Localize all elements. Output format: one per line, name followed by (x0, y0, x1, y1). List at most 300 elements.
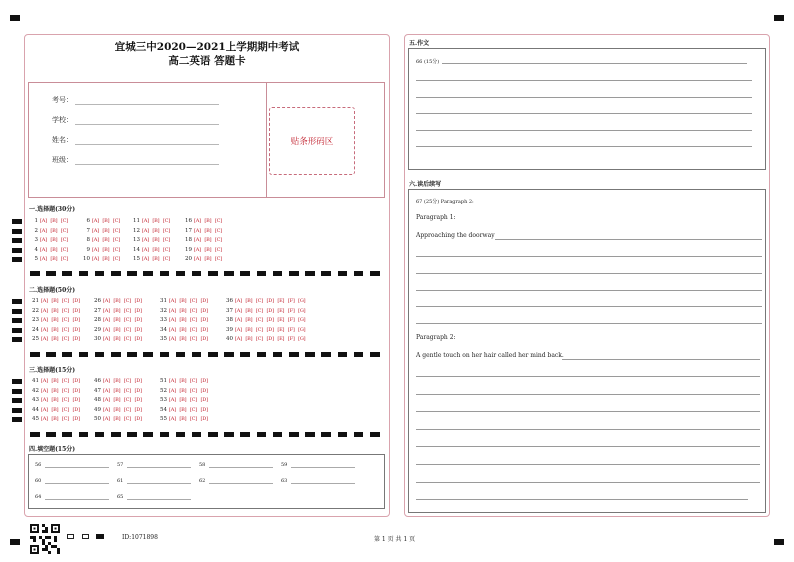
answer-bubble[interactable]: [C] (112, 246, 121, 253)
answer-bubble[interactable]: [B] (152, 237, 160, 244)
exam-title: 宜城三中2020—2021上学期期中考试 (114, 41, 300, 53)
answer-bubble[interactable]: [C] (123, 406, 132, 413)
answer-bubble[interactable]: [C] (123, 326, 132, 333)
answer-bubble[interactable]: [B] (51, 378, 59, 384)
paragraph-2-writing-line[interactable] (416, 482, 760, 483)
blank-61[interactable] (117, 478, 191, 484)
paragraph-2-writing-line[interactable] (416, 464, 760, 465)
answer-bubble[interactable]: [B] (51, 317, 59, 324)
answer-bubble[interactable]: [B] (113, 307, 121, 314)
answer-bubble[interactable]: [A] (194, 256, 201, 263)
answer-bubble[interactable]: [B] (179, 298, 187, 304)
paragraph-1-writing-line[interactable] (416, 273, 762, 274)
answer-bubble[interactable]: [C] (123, 298, 132, 304)
answer-bubble[interactable]: [D] (134, 298, 142, 304)
exam-number-field[interactable] (52, 95, 219, 105)
answer-bubble[interactable]: [B] (51, 336, 59, 343)
answer-bubble[interactable]: [D] (72, 387, 80, 394)
blank-57[interactable] (117, 462, 191, 468)
answer-bubble[interactable]: [F] (287, 336, 295, 343)
blank-line[interactable] (291, 479, 355, 484)
answer-bubble[interactable]: [C] (61, 397, 70, 404)
answer-bubble[interactable]: [D] (200, 416, 208, 423)
answer-bubble[interactable]: [B] (102, 218, 110, 224)
answer-bubble[interactable]: [A] (194, 218, 201, 224)
answer-bubble[interactable]: [A] (142, 227, 149, 234)
answer-bubble[interactable]: [B] (50, 227, 58, 234)
blank-line[interactable] (291, 463, 355, 468)
answer-bubble[interactable]: [C] (123, 378, 132, 384)
answer-bubble[interactable]: [C] (189, 416, 198, 423)
answer-bubble[interactable]: [E] (277, 317, 285, 324)
answer-bubble[interactable]: [A] (169, 317, 176, 324)
question-number: 36 (226, 298, 233, 304)
question-number: 14 (133, 246, 140, 253)
answer-bubble[interactable]: [A] (235, 317, 242, 324)
answer-bubble[interactable]: [D] (72, 326, 80, 333)
answer-bubble[interactable]: [D] (72, 416, 80, 423)
essay-first-line[interactable] (442, 63, 747, 64)
answer-bubble[interactable]: [C] (255, 298, 264, 304)
answer-bubble[interactable]: [C] (123, 336, 132, 343)
answer-bubble[interactable]: [C] (123, 307, 132, 314)
blank-62[interactable] (199, 478, 273, 484)
answer-bubble[interactable]: [D] (72, 307, 80, 314)
answer-bubble[interactable]: [C] (60, 218, 69, 224)
answer-bubble[interactable]: [B] (152, 256, 160, 263)
answer-bubble[interactable]: [D] (200, 397, 208, 404)
answer-bubble[interactable]: [D] (266, 307, 274, 314)
answer-bubble[interactable]: [B] (179, 406, 187, 413)
answer-bubble[interactable]: [G] (298, 307, 306, 314)
answer-bubble[interactable]: [D] (266, 298, 274, 304)
paragraph-1-writing-line[interactable] (416, 290, 762, 291)
answer-bubble[interactable]: [D] (200, 336, 208, 343)
answer-bubble[interactable]: [A] (41, 326, 48, 333)
name-field[interactable] (52, 135, 219, 145)
answer-bubble[interactable]: [C] (214, 246, 223, 253)
answer-bubble[interactable]: [B] (152, 246, 160, 253)
answer-bubble[interactable]: [A] (142, 218, 149, 224)
answer-bubble[interactable]: [B] (204, 256, 212, 263)
question-number: 22 (32, 307, 39, 314)
separator-mark (143, 271, 153, 276)
answer-bubble[interactable]: [A] (92, 227, 99, 234)
answer-bubble[interactable]: [A] (41, 387, 48, 394)
answer-bubble[interactable]: [C] (162, 256, 171, 263)
blank-number: 59 (281, 462, 288, 468)
answer-bubble[interactable]: [D] (200, 406, 208, 413)
answer-bubble[interactable]: [B] (51, 326, 59, 333)
question-number: 32 (160, 307, 167, 314)
paragraph-1-writing-line[interactable] (416, 306, 762, 307)
answer-bubble[interactable]: [E] (277, 336, 285, 343)
answer-bubble[interactable]: [D] (266, 326, 274, 333)
answer-bubble[interactable]: [A] (103, 307, 110, 314)
answer-bubble[interactable]: [A] (92, 256, 99, 263)
answer-bubble[interactable]: [C] (189, 307, 198, 314)
answer-bubble[interactable]: [C] (112, 227, 121, 234)
section-1-heading: 一.选择题(30分) (29, 206, 76, 213)
answer-bubble[interactable]: [A] (169, 416, 176, 423)
blank-line[interactable] (209, 463, 273, 468)
answer-bubble[interactable]: [B] (50, 246, 58, 253)
question-13 (130, 237, 174, 243)
answer-bubble[interactable]: [C] (189, 406, 198, 413)
answer-bubble[interactable]: [A] (142, 246, 149, 253)
essay-writing-line[interactable] (416, 97, 752, 98)
answer-bubble[interactable]: [A] (40, 246, 47, 253)
answer-bubble[interactable]: [A] (103, 326, 110, 333)
answer-bubble[interactable]: [D] (200, 326, 208, 333)
answer-bubble[interactable]: [D] (134, 336, 142, 343)
exam-number-line[interactable] (75, 98, 219, 105)
answer-bubble[interactable]: [C] (162, 218, 171, 224)
answer-bubble[interactable]: [A] (169, 298, 176, 304)
answer-bubble[interactable]: [C] (189, 298, 198, 304)
answer-bubble[interactable]: [A] (41, 317, 48, 324)
separator-mark (257, 271, 267, 276)
answer-bubble[interactable]: [B] (152, 218, 160, 224)
answer-bubble[interactable]: [B] (179, 378, 187, 384)
row-timing-mark (12, 248, 22, 253)
answer-bubble[interactable]: [C] (255, 326, 264, 333)
answer-bubble[interactable]: [C] (189, 387, 198, 394)
answer-bubble[interactable]: [B] (113, 397, 121, 404)
answer-bubble[interactable]: [C] (112, 256, 121, 263)
row-timing-mark (12, 309, 22, 314)
name-line[interactable] (75, 138, 219, 145)
answer-bubble[interactable]: [A] (194, 227, 201, 234)
answer-bubble[interactable]: [B] (245, 317, 253, 324)
answer-bubble[interactable]: [B] (50, 218, 58, 224)
answer-bubble[interactable]: [B] (113, 387, 121, 394)
question-14 (130, 247, 174, 253)
essay-writing-line[interactable] (416, 80, 752, 81)
answer-bubble[interactable]: [F] (287, 317, 295, 324)
answer-bubble[interactable]: [D] (72, 336, 80, 343)
blank-60[interactable] (35, 478, 109, 484)
answer-bubble[interactable]: [A] (41, 406, 48, 413)
paragraph-2-writing-line[interactable] (416, 429, 760, 430)
blank-line[interactable] (45, 479, 109, 484)
answer-bubble[interactable]: [C] (60, 237, 69, 244)
answer-bubble[interactable]: [B] (51, 307, 59, 314)
question-51 (156, 378, 211, 384)
answer-bubble[interactable]: [A] (235, 307, 242, 314)
answer-bubble[interactable]: [C] (189, 397, 198, 404)
answer-bubble[interactable]: [F] (287, 307, 295, 314)
answer-bubble[interactable]: [A] (40, 218, 47, 224)
answer-bubble[interactable]: [F] (287, 326, 295, 333)
blank-56[interactable] (35, 462, 109, 468)
paragraph-2-writing-line[interactable] (416, 499, 748, 500)
answer-bubble[interactable]: [A] (41, 336, 48, 343)
answer-bubble[interactable]: [C] (61, 307, 70, 314)
paragraph-1-writing-line[interactable] (416, 256, 762, 257)
blank-64[interactable] (35, 494, 109, 500)
answer-bubble[interactable]: [A] (169, 397, 176, 404)
answer-bubble[interactable]: [A] (103, 378, 110, 384)
school-line[interactable] (75, 118, 219, 125)
row-timing-mark (12, 229, 22, 234)
answer-bubble[interactable]: [B] (51, 387, 59, 394)
question-52 (156, 388, 211, 394)
answer-bubble[interactable]: [B] (179, 307, 187, 314)
answer-bubble[interactable]: [C] (189, 326, 198, 333)
answer-bubble[interactable]: [C] (61, 317, 70, 324)
answer-bubble[interactable]: [G] (298, 317, 306, 324)
answer-bubble[interactable]: [C] (189, 336, 198, 343)
answer-bubble[interactable]: [G] (298, 298, 306, 304)
blank-65[interactable] (117, 494, 191, 500)
answer-bubble[interactable]: [A] (92, 237, 99, 244)
answer-bubble[interactable]: [B] (113, 336, 121, 343)
answer-bubble[interactable]: [C] (61, 298, 70, 304)
answer-bubble[interactable]: [D] (72, 298, 80, 304)
answer-bubble[interactable]: [C] (112, 237, 121, 244)
answer-bubble[interactable]: [B] (51, 416, 59, 423)
answer-bubble[interactable]: [A] (235, 326, 242, 333)
answer-bubble[interactable]: [C] (123, 317, 132, 324)
answer-bubble[interactable]: [A] (103, 397, 110, 404)
answer-bubble[interactable]: [D] (134, 307, 142, 314)
answer-bubble[interactable]: [B] (179, 397, 187, 404)
answer-bubble[interactable]: [A] (235, 298, 242, 304)
answer-bubble[interactable]: [B] (179, 336, 187, 343)
blank-line[interactable] (127, 463, 191, 468)
question-number: 11 (133, 218, 140, 224)
answer-bubble[interactable]: [B] (51, 406, 59, 413)
answer-bubble[interactable]: [B] (204, 227, 212, 234)
answer-bubble[interactable]: [B] (113, 416, 121, 423)
paragraph-2-writing-line[interactable] (416, 376, 760, 377)
answer-bubble[interactable]: [B] (113, 298, 121, 304)
answer-bubble[interactable]: [C] (60, 227, 69, 234)
answer-bubble[interactable]: [F] (287, 298, 295, 304)
answer-bubble[interactable]: [A] (92, 246, 99, 253)
answer-bubble[interactable]: [B] (51, 397, 59, 404)
answer-bubble[interactable]: [B] (50, 256, 58, 263)
answer-bubble[interactable]: [C] (123, 416, 132, 423)
answer-bubble[interactable]: [D] (266, 317, 274, 324)
answer-bubble[interactable]: [B] (245, 326, 253, 333)
answer-bubble[interactable]: [E] (277, 307, 285, 314)
essay-writing-line[interactable] (416, 146, 752, 147)
answer-bubble[interactable]: [E] (277, 326, 285, 333)
answer-bubble[interactable]: [C] (189, 317, 198, 324)
answer-bubble[interactable]: [B] (179, 387, 187, 394)
blank-63[interactable] (281, 478, 355, 484)
answer-bubble[interactable]: [C] (61, 406, 70, 413)
question-number: 52 (160, 387, 167, 394)
answer-bubble[interactable]: [A] (41, 378, 48, 384)
answer-bubble[interactable]: [C] (123, 387, 132, 394)
paragraph-2-first-line[interactable] (562, 359, 760, 360)
essay-writing-line[interactable] (416, 113, 752, 114)
separator-mark (305, 271, 315, 276)
answer-bubble[interactable]: [D] (200, 317, 208, 324)
answer-bubble[interactable]: [A] (103, 336, 110, 343)
blank-line[interactable] (45, 463, 109, 468)
answer-bubble[interactable]: [A] (40, 237, 47, 244)
class-field[interactable] (52, 155, 219, 165)
answer-bubble[interactable]: [A] (169, 307, 176, 314)
answer-bubble[interactable]: [C] (61, 336, 70, 343)
separator-marks-3 (30, 432, 380, 437)
answer-bubble[interactable]: [D] (134, 317, 142, 324)
answer-bubble[interactable]: [A] (41, 298, 48, 304)
answer-bubble[interactable]: [A] (41, 307, 48, 314)
answer-bubble[interactable]: [B] (113, 317, 121, 324)
answer-bubble[interactable]: [B] (245, 336, 253, 343)
answer-bubble[interactable]: [A] (41, 416, 48, 423)
answer-bubble[interactable]: [D] (200, 387, 208, 394)
answer-bubble[interactable]: [C] (61, 387, 70, 394)
school-field[interactable] (52, 115, 219, 125)
answer-bubble[interactable]: [B] (179, 317, 187, 324)
answer-bubble[interactable]: [C] (214, 218, 223, 224)
answer-bubble[interactable]: [D] (134, 378, 142, 384)
separator-mark (127, 352, 137, 357)
answer-bubble[interactable]: [C] (61, 326, 70, 333)
answer-bubble[interactable]: [B] (51, 298, 59, 304)
paragraph-2-writing-line[interactable] (416, 411, 760, 412)
answer-bubble[interactable]: [D] (134, 326, 142, 333)
answer-bubble[interactable]: [C] (214, 256, 223, 263)
blank-line[interactable] (127, 479, 191, 484)
answer-bubble[interactable]: [D] (72, 317, 80, 324)
answer-bubble[interactable]: [A] (103, 416, 110, 423)
paragraph-1-first-line[interactable] (495, 239, 762, 240)
paragraph-1-writing-line[interactable] (416, 323, 762, 324)
separator-mark (192, 271, 202, 276)
answer-bubble[interactable]: [D] (72, 406, 80, 413)
answer-bubble[interactable]: [B] (113, 378, 121, 384)
answer-bubble[interactable]: [D] (200, 307, 208, 314)
answer-bubble[interactable]: [B] (204, 237, 212, 244)
answer-bubble[interactable]: [A] (41, 397, 48, 404)
answer-bubble[interactable]: [D] (134, 406, 142, 413)
answer-bubble[interactable]: [D] (200, 378, 208, 384)
separator-mark (62, 271, 72, 276)
question-19 (182, 247, 226, 253)
answer-bubble[interactable]: [A] (169, 326, 176, 333)
answer-bubble[interactable]: [B] (245, 307, 253, 314)
answer-bubble[interactable]: [A] (103, 387, 110, 394)
answer-bubble[interactable]: [B] (245, 298, 253, 304)
essay-writing-line[interactable] (416, 130, 752, 131)
answer-bubble[interactable]: [C] (255, 317, 264, 324)
answer-bubble[interactable]: [B] (179, 416, 187, 423)
answer-bubble[interactable]: [C] (60, 246, 69, 253)
answer-bubble[interactable]: [B] (113, 406, 121, 413)
answer-bubble[interactable]: [B] (204, 246, 212, 253)
answer-bubble[interactable]: [D] (134, 397, 142, 404)
answer-bubble[interactable]: [C] (123, 397, 132, 404)
answer-bubble[interactable]: [B] (102, 227, 110, 234)
footer-checkbox-1[interactable] (67, 534, 74, 539)
answer-bubble[interactable]: [D] (72, 378, 80, 384)
row-timing-mark (12, 238, 22, 243)
answer-bubble[interactable]: [A] (169, 336, 176, 343)
answer-bubble[interactable]: [C] (214, 227, 223, 234)
answer-bubble[interactable]: [B] (50, 237, 58, 244)
answer-bubble[interactable]: [D] (134, 416, 142, 423)
blank-58[interactable] (199, 462, 273, 468)
answer-bubble[interactable]: [A] (169, 378, 176, 384)
blank-number: 56 (35, 462, 42, 468)
answer-bubble[interactable]: [A] (169, 406, 176, 413)
answer-bubble[interactable]: [D] (266, 336, 274, 343)
blank-line[interactable] (45, 495, 109, 500)
answer-bubble[interactable]: [A] (40, 227, 47, 234)
paragraph-2-writing-line[interactable] (416, 394, 760, 395)
answer-bubble[interactable]: [B] (102, 237, 110, 244)
class-line[interactable] (75, 158, 219, 165)
answer-bubble[interactable]: [C] (162, 246, 171, 253)
answer-bubble[interactable]: [A] (194, 237, 201, 244)
answer-bubble[interactable]: [C] (255, 336, 264, 343)
separator-mark (160, 352, 170, 357)
answer-bubble[interactable]: [G] (298, 326, 306, 333)
answer-bubble[interactable]: [A] (92, 218, 99, 224)
answer-bubble[interactable]: [A] (194, 246, 201, 253)
answer-bubble[interactable]: [A] (142, 256, 149, 263)
answer-bubble[interactable]: [D] (134, 387, 142, 394)
blank-59[interactable] (281, 462, 355, 468)
answer-bubble[interactable]: [D] (200, 298, 208, 304)
paragraph-2-writing-line[interactable] (416, 446, 760, 447)
answer-bubble[interactable]: [C] (189, 378, 198, 384)
answer-bubble[interactable]: [C] (255, 307, 264, 314)
answer-bubble[interactable]: [A] (169, 387, 176, 394)
footer-checkbox-2[interactable] (82, 534, 89, 539)
blank-line[interactable] (209, 479, 273, 484)
answer-bubble[interactable]: [C] (214, 237, 223, 244)
answer-bubble[interactable]: [B] (179, 326, 187, 333)
answer-bubble[interactable]: [B] (113, 326, 121, 333)
blank-line[interactable] (127, 495, 191, 500)
continuation-prompt: 67 (25分) Paragraph 2: (416, 199, 474, 205)
question-number: 34 (160, 326, 167, 333)
answer-bubble[interactable]: [A] (40, 256, 47, 263)
answer-bubble[interactable]: [A] (103, 317, 110, 324)
section-2-heading: 二.选择题(50分) (29, 287, 76, 294)
answer-bubble[interactable]: [D] (72, 397, 80, 404)
answer-bubble[interactable]: [A] (235, 336, 242, 343)
answer-bubble[interactable]: [C] (61, 378, 70, 384)
question-number: 42 (32, 387, 39, 394)
answer-bubble[interactable]: [A] (142, 237, 149, 244)
answer-bubble[interactable]: [B] (102, 246, 110, 253)
answer-bubble[interactable]: [C] (162, 237, 171, 244)
answer-bubble[interactable]: [C] (162, 227, 171, 234)
answer-bubble[interactable]: [G] (298, 336, 306, 343)
answer-bubble[interactable]: [A] (103, 406, 110, 413)
separator-mark (95, 432, 105, 437)
answer-bubble[interactable]: [B] (152, 227, 160, 234)
answer-bubble[interactable]: [E] (277, 298, 285, 304)
answer-bubble[interactable]: [C] (112, 218, 121, 224)
question-number: 26 (94, 298, 101, 304)
answer-bubble[interactable]: [B] (102, 256, 110, 263)
answer-bubble[interactable]: [C] (61, 416, 70, 423)
answer-bubble[interactable]: [A] (103, 298, 110, 304)
answer-bubble[interactable]: [B] (204, 218, 212, 224)
answer-bubble[interactable]: [C] (60, 256, 69, 263)
question-11 (130, 218, 174, 224)
